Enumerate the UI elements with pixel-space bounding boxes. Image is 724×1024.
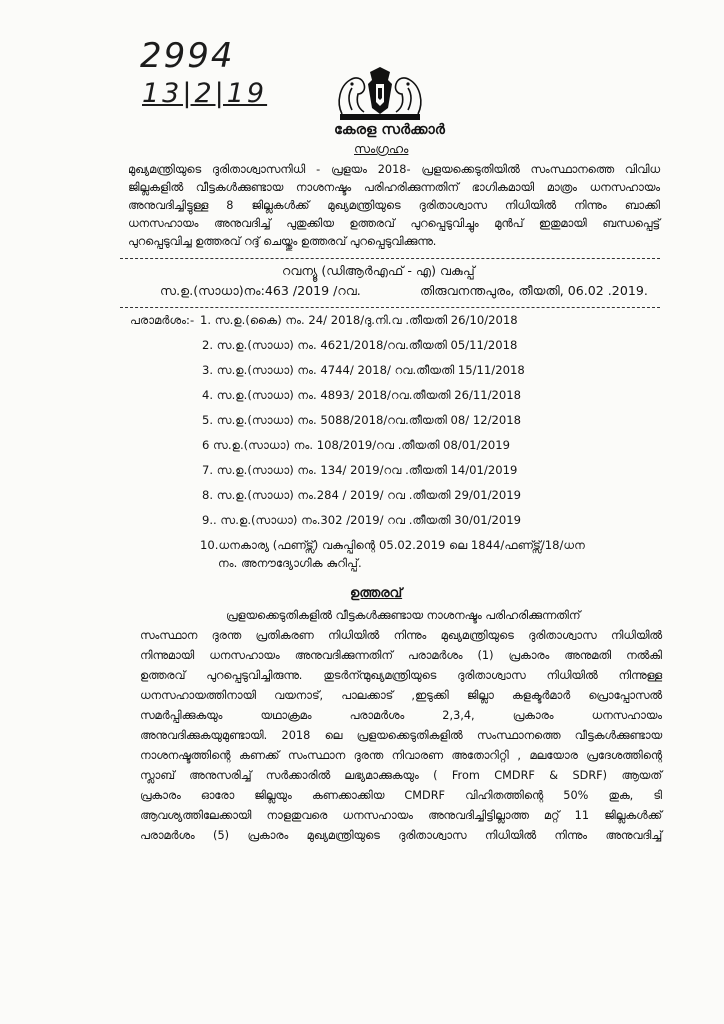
body-line: ആവശ്യത്തിലേക്കായി നാളതുവരെ ധനസഹായം അനുവദിച്ചിട്ടില്ലാത്ത മറ്റ് 11 ജില്ലകൾക്ക് xyxy=(140,809,662,822)
body-line: പ്രളയക്കെടുതികളിൽ വീട്ടകൾക്കുണ്ടായ നാശനഷ്ടം പരിഹരിക്കുന്നതിന് xyxy=(226,609,581,622)
body-line: സമർപ്പിക്കുകയും യഥാക്രമം പരാമർശം 2,3,4, പ്രകാരം ധനസഹായം xyxy=(140,709,662,722)
document-type: സംഗ്രഹം xyxy=(354,141,409,156)
reference-item: 1. സ.ഉ.(കൈ) നം. 24/ 2018/ദു.നി.വ .തീയതി 26/10/2018 xyxy=(200,313,518,327)
reference-item: നം. അനൗദ്യോഗിക കുറിപ്പ്. xyxy=(218,556,362,570)
reference-item: 2. സ.ഉ.(സാധാ) നം. 4621/2018/റവ.തീയതി 05/11/2018 xyxy=(202,338,518,352)
references-label: പരാമർശം:- xyxy=(130,313,195,327)
handwritten-date: 13|2|19 xyxy=(142,78,268,109)
body-line: സ്ലാബ് അനുസരിച്ച് സർക്കാരിൽ ലഭ്യമാക്കുകയും ( From CMDRF & SDRF) ആയത് xyxy=(140,769,662,782)
summary-line: അനുവദിച്ചിട്ടുള്ള 8 ജില്ലകൾക്ക് മുഖ്യമന്ത്രിയുടെ ദുരിതാശ്വാസ നിധിയിൽ നിന്നും ബാക്കി xyxy=(128,199,660,212)
body-line: പരാമർശം (5) പ്രകാരം മുഖ്യമന്ത്രിയുടെ ദുരിതാശ്വാസ നിധിയിൽ നിന്നും അനുവദിച്ച് xyxy=(140,829,662,842)
reference-item: 7. സ.ഉ.(സാധാ) നം. 134/ 2019/റവ .തീയതി 14/01/2019 xyxy=(202,463,518,477)
body-line: ധനസഹായത്തിനായി വയനാട്, പാലക്കാട് ,ഇടുക്കി ജില്ലാ കളക്ടർമാർ പ്രൊപ്പോസൽ xyxy=(140,689,662,702)
body-line: ഉത്തരവ് പുറപ്പെടുവിച്ചിരുന്നു. തുടർന്ന്മുഖ്യമന്ത്രിയുടെ ദുരിതാശ്വാസ നിധിയിൽ നിന്നുള്ള xyxy=(140,669,662,682)
reference-item: 6 സ.ഉ.(സാധാ) നം. 108/2019/റവ .തീയതി 08/01/2019 xyxy=(202,438,510,452)
order-title: ഉത്തരവ് xyxy=(350,586,403,601)
body-line: നിന്നുമായി ധനസഹായം അനുവദിക്കുന്നതിന് പരാമർശം (1) പ്രകാരം അനുമതി നൽകി xyxy=(140,649,662,662)
divider xyxy=(120,258,660,259)
body-line: നാശനഷ്ടത്തിന്റെ കണക്ക് സംസ്ഥാന ദുരന്ത നിവാരണ അതോറിറ്റി , മലയോര പ്രദേശത്തിന്റെ xyxy=(140,749,662,762)
summary-line: ജില്ലകളിൽ വീട്ടകൾക്കുണ്ടായ നാശനഷ്ടം പരിഹരിക്കുന്നതിന് ഭാഗികമായി മാത്രം ധനസഹായം xyxy=(128,181,660,194)
reference-item: 4. സ.ഉ.(സാധാ) നം. 4893/ 2018/റവ.തീയതി 26/11/2018 xyxy=(202,388,522,402)
place-date: തിരുവനന്തപുരം, തീയതി, 06.02 .2019. xyxy=(420,283,648,298)
reference-item: 3. സ.ഉ.(സാധാ) നം. 4744/ 2018/ റവ.തീയതി 15/11/2018 xyxy=(202,363,525,377)
summary-line: മുഖ്യമന്ത്രിയുടെ ദുരിതാശ്വാസനിധി - പ്രളയം 2018- പ്രളയക്കെടുതിയിൽ സംസ്ഥാനത്തെ വിവിധ xyxy=(128,163,660,176)
divider xyxy=(120,307,660,308)
body-line: സംസ്ഥാന ദുരന്ത പ്രതികരണ നിധിയിൽ നിന്നും മുഖ്യമന്ത്രിയുടെ ദുരിതാശ്വാസ നിധിയിൽ xyxy=(140,629,662,642)
govt-title: കേരള സർക്കാർ xyxy=(334,122,445,138)
reference-item: 9.. സ.ഉ.(സാധാ) നം.302 /2019/ റവ .തീയതി 30/01/2019 xyxy=(202,513,522,527)
summary-line: ധനസഹായം അനുവദിച്ച് പുതുക്കിയ ഉത്തരവ് പുറപ്പെടുവിച്ചും മുൻപ് ഇതുമായി ബന്ധപ്പെട്ട് xyxy=(128,217,660,230)
summary-line: പുറപ്പെടുവിച്ച ഉത്തരവ് റദ്ദ് ചെയ്തും ഉത്തരവ് പുറപ്പെടുവിക്കുന്നു. xyxy=(128,235,437,248)
body-line: അനുവദിക്കുകയുമുണ്ടായി. 2018 ലെ പ്രളയക്കെടുതികളിൽ സംസ്ഥാനത്തെ വീട്ടകൾക്കുണ്ടായ xyxy=(140,729,662,742)
order-number: സ.ഉ.(സാധാ)നം:463 /2019 /റവ. xyxy=(160,283,361,298)
handwritten-number: 2994 xyxy=(140,36,235,76)
reference-item: 10.ധനകാര്യ (ഫണ്ട്സ്) വകുപ്പിന്റെ 05.02.2019 ലെ 1844/ഫണ്ട്സ്/18/ധന xyxy=(200,538,585,552)
body-line: പ്രകാരം ഓരോ ജില്ലയും കണക്കാക്കിയ CMDRF വിഹിതത്തിന്റെ 50% തുക, ടി xyxy=(140,789,662,802)
department-name: റവന്യൂ (ഡിആർഎഫ് - എ) വകുപ്പ് xyxy=(282,263,475,278)
kerala-emblem xyxy=(330,64,430,122)
reference-item: 5. സ.ഉ.(സാധാ) നം. 5088/2018/റവ.തീയതി 08/ 12/2018 xyxy=(202,413,522,427)
reference-item: 8. സ.ഉ.(സാധാ) നം.284 / 2019/ റവ .തീയതി 29/01/2019 xyxy=(202,488,522,502)
